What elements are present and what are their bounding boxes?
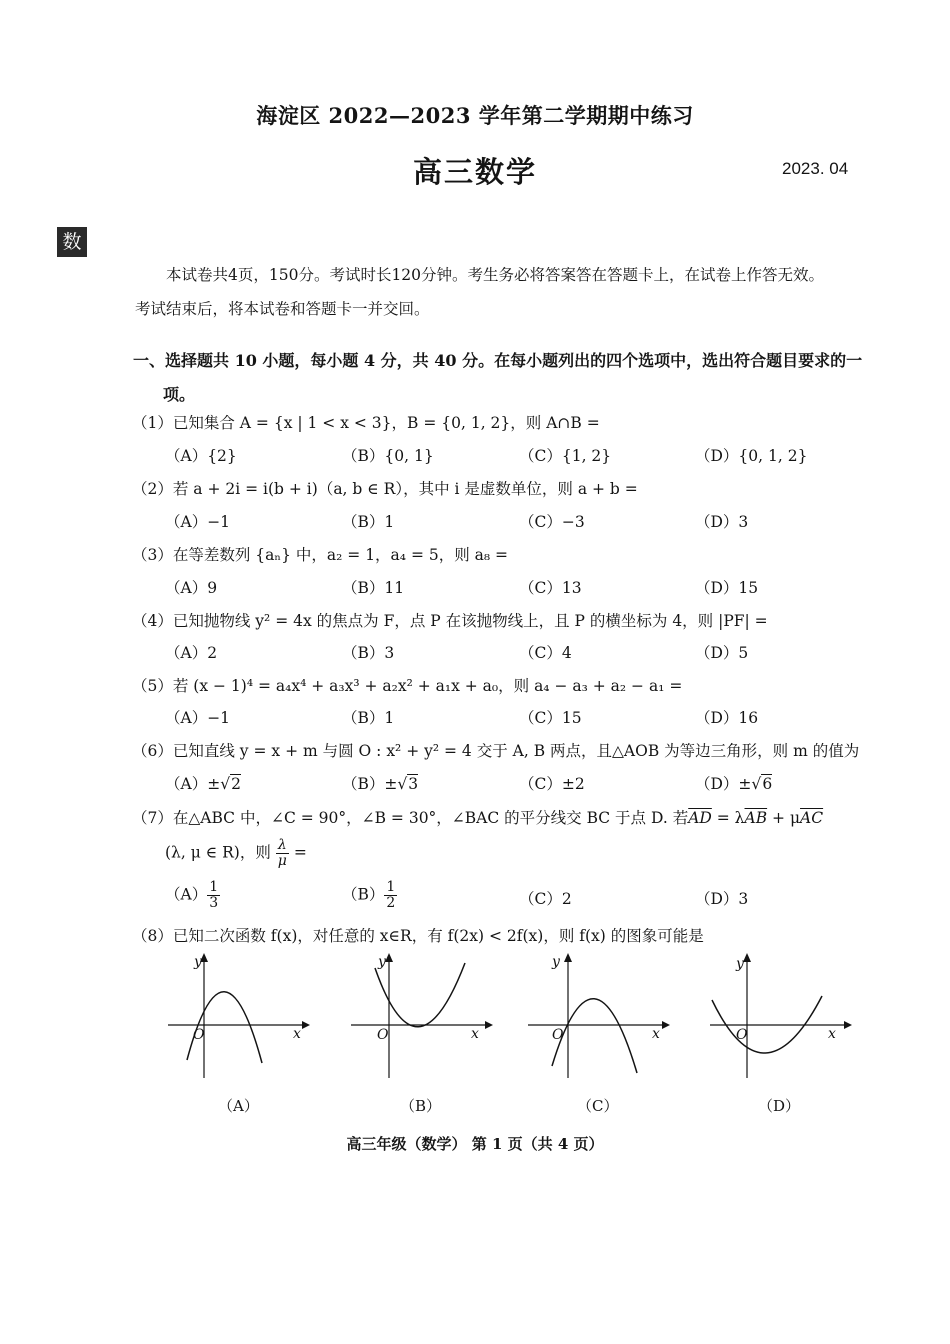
option-c: （C）−3: [519, 513, 585, 531]
graph-a: [162, 948, 312, 1088]
option-a: （A）−1: [165, 709, 231, 727]
svg-text:O: O: [193, 1027, 205, 1043]
option-d: （D）16: [695, 709, 759, 727]
graph-c-label: （C）: [577, 1097, 619, 1115]
option-c: （C）±2: [519, 775, 585, 793]
svg-text:x: x: [471, 1026, 479, 1042]
graph-b-label: （B）: [400, 1097, 442, 1115]
exam-date: 2023. 04: [782, 159, 849, 178]
question-7-cont: (λ, μ ∈ R)，则 $\frac{\lambda}{\mu}$ =: [165, 837, 307, 869]
question-3: （3）在等差数列 {aₙ} 中，a₂ = 1，a₄ = 5，则 a₈ =: [132, 546, 509, 564]
svg-text:y: y: [378, 954, 386, 970]
option-b: （B）3: [342, 644, 395, 662]
option-a: （A） $\frac{1}{3}$: [165, 879, 219, 911]
option-b: （B） $\frac{1}{2}$: [342, 879, 396, 911]
svg-text:x: x: [828, 1026, 836, 1042]
graph-d: [704, 948, 854, 1088]
question-1: （1）已知集合 A = {x | 1 < x < 3}，B = {0, 1, 2}，则 A∩B =: [132, 414, 600, 432]
exam-title: 海淀区 2022—2023 学年第二学期期中练习: [256, 103, 694, 128]
option-b: （B）±√3: [342, 775, 419, 793]
svg-text:y: y: [552, 954, 560, 970]
option-c: （C）2: [519, 890, 572, 908]
graph-d-label: （D）: [758, 1097, 801, 1115]
svg-text:O: O: [377, 1027, 389, 1043]
option-d: （D）15: [695, 579, 759, 597]
page-footer: 高三年级（数学） 第 1 页（共 4 页）: [346, 1135, 604, 1153]
graph-b: [345, 948, 495, 1088]
option-d: （D）{0, 1, 2}: [695, 447, 808, 465]
option-b: （B）1: [342, 709, 395, 727]
svg-text:y: y: [736, 956, 744, 972]
option-c: （C）4: [519, 644, 572, 662]
option-c: （C）15: [519, 709, 582, 727]
option-d: （D）5: [695, 644, 749, 662]
instructions: 本试卷共4页，150分。考试时长120分钟。考生务必将答案答在答题卡上，在试卷上作答无效。考试结束后，将本试卷和答题卡一并交回。: [135, 266, 825, 318]
option-b: （B）1: [342, 513, 395, 531]
option-b: （B）11: [342, 579, 405, 597]
question-8: （8）已知二次函数 f(x)，对任意的 x∈R，有 f(2x) < 2f(x)，则 f(x) 的图象可能是: [132, 927, 704, 945]
option-c: （C）13: [519, 579, 582, 597]
option-b: （B）{0, 1}: [342, 447, 434, 465]
option-d: （D）3: [695, 513, 749, 531]
option-a: （A）±√2: [165, 775, 241, 793]
question-5: （5）若 (x − 1)⁴ = a₄x⁴ + a₃x³ + a₂x² + a₁x + a₀，则 a₄ − a₃ + a₂ − a₁ =: [132, 677, 683, 695]
svg-text:x: x: [652, 1026, 660, 1042]
svg-text:O: O: [736, 1027, 748, 1043]
option-a: （A）2: [165, 644, 218, 662]
subject-title: 高三数学: [412, 155, 537, 189]
svg-text:y: y: [194, 954, 202, 970]
graph-c: [522, 948, 672, 1088]
option-a: （A）{2}: [165, 447, 237, 465]
question-6: （6）已知直线 y = x + m 与圆 O : x² + y² = 4 交于 A, B 两点，且△AOB 为等边三角形，则 m 的值为: [132, 742, 860, 760]
svg-text:O: O: [552, 1027, 564, 1043]
option-c: （C）{1, 2}: [519, 447, 612, 465]
option-a: （A）9: [165, 579, 218, 597]
section-heading: 一、选择题共 10 小题，每小题 4 分，共 40 分。在每小题列出的四个选项中，选出符合题目要求的一项。: [133, 351, 863, 404]
subject-tab: 数: [57, 227, 87, 257]
option-d: （D）±√6: [695, 775, 773, 793]
graph-a-label: （A）: [218, 1097, 259, 1115]
svg-text:x: x: [293, 1026, 301, 1042]
question-7: （7）在△ABC 中，∠C = 90°，∠B = 30°，∠BAC 的平分线交 BC 于点 D. 若$\overline{AD} = \lambda\overline{AB} + \mu\overline{AC}$: [132, 809, 824, 827]
question-4: （4）已知抛物线 y² = 4x 的焦点为 F，点 P 在该抛物线上，且 P 的横坐标为 4，则 |PF| =: [132, 612, 768, 630]
option-d: （D）3: [695, 890, 749, 908]
option-a: （A）−1: [165, 513, 231, 531]
question-2: （2）若 a + 2i = i(b + i)（a, b ∈ R），其中 i 是虚数单位，则 a + b =: [132, 480, 638, 498]
